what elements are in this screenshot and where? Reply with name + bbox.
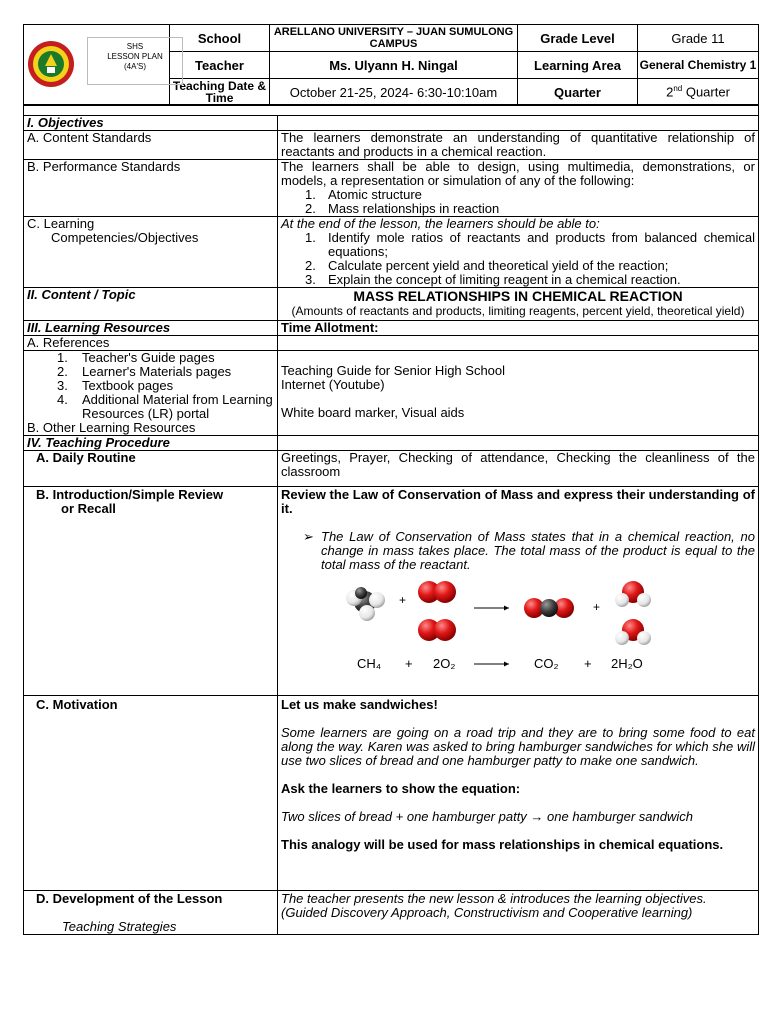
references-label: A. References xyxy=(24,336,278,351)
learning-area-label: Learning Area xyxy=(518,52,638,79)
development-label-cell xyxy=(24,891,278,935)
learning-resources-heading: III. Learning Resources xyxy=(24,321,278,336)
content-topic-cell xyxy=(278,288,759,321)
development-label: D. Development of the Lesson xyxy=(36,891,223,906)
lesson-plan-label: LESSON PLAN xyxy=(107,52,163,61)
list-item: 1. Teacher's Guide pages xyxy=(57,350,215,365)
content-standards-text: The learners demonstrate an understanding of quantitative relationship of reactants and products in a chemical reaction. xyxy=(278,131,759,160)
list-item: 2. Learner's Materials pages xyxy=(57,364,232,379)
references-values-cell xyxy=(278,351,759,436)
development-text: The teacher presents the new lesson & introduces the learning objectives. xyxy=(281,891,707,906)
other-resources-label: B. Other Learning Resources xyxy=(27,420,196,435)
oxygen-molecule-icon xyxy=(418,619,456,641)
list-item: 2. Mass relationships in reaction xyxy=(305,201,500,216)
performance-standards-cell xyxy=(278,160,759,217)
arrow-bullet-icon: ➢ xyxy=(303,529,314,544)
references-list xyxy=(27,351,274,421)
quarter-suffix: nd xyxy=(673,84,683,94)
teaching-date-value: October 21-25, 2024- 6:30-10:10am xyxy=(270,79,518,106)
list-item: 3. Textbook pages xyxy=(57,378,174,393)
motivation-cell xyxy=(278,696,759,891)
list-item-text: Textbook pages xyxy=(82,378,174,393)
grade-level-value: Grade 11 xyxy=(638,25,759,52)
law-bullet-text: The Law of Conservation of Mass states that in a chemical reaction, no change in mass takes place. The total mass of the product is equal to the total mass of the reactant. xyxy=(321,529,755,572)
list-item-text: Mass relationships in reaction xyxy=(328,201,500,216)
reference-value: White board marker, Visual aids xyxy=(281,405,465,420)
list-item-text: Additional Material from Learning xyxy=(82,392,273,407)
logo-cell xyxy=(24,25,170,106)
learning-area-value: General Chemistry 1 xyxy=(638,52,759,79)
list-item-text: Learner's Materials pages xyxy=(82,364,232,379)
shs-lesson-plan-box xyxy=(87,37,183,85)
references-blank xyxy=(278,336,759,351)
development-cell xyxy=(278,891,759,935)
learning-competencies-label xyxy=(24,217,278,288)
content-standards-label-text: A. Content Standards xyxy=(27,130,152,145)
quarter-number: 2 xyxy=(666,84,674,100)
list-item: 3. Explain the concept of limiting reagent in a chemical reaction. xyxy=(305,272,681,287)
list-item xyxy=(27,407,274,421)
references-list-cell xyxy=(24,351,278,436)
list-item: 4. Additional Material from Learning xyxy=(57,392,273,407)
teaching-procedure-heading: IV. Teaching Procedure xyxy=(24,436,278,451)
introduction-label-line2: or Recall xyxy=(61,501,116,516)
content-topic-heading: II. Content / Topic xyxy=(24,288,278,321)
water-molecule-icon xyxy=(615,619,651,645)
sandwich-equation: Two slices of bread + one hamburger patty → one hamburger sandwich xyxy=(281,809,694,824)
reference-value: Teaching Guide for Senior High School xyxy=(281,363,506,378)
quarter-label: Quarter xyxy=(518,79,638,106)
header-table xyxy=(23,24,759,106)
lesson-plan-table xyxy=(23,104,759,935)
reference-value: Internet (Youtube) xyxy=(281,377,385,392)
motivation-story: Some learners are going on a road trip and they are to bring some food to eat along the way. Karen was asked to bring hamburger sandwiches for which she will use two slices of bread and one hamburger patty to make one sandwich. xyxy=(281,725,755,768)
list-item-text: Atomic structure xyxy=(328,187,422,202)
performance-standards-text: The learners shall be able to design, using multimedia, demonstrations, or models, a representation or simulation of any of the following: xyxy=(281,159,755,188)
equation-term: + xyxy=(584,656,592,671)
list-item-text: Resources (LR) portal xyxy=(82,406,210,421)
lesson-plan-type: (4A'S) xyxy=(124,62,146,71)
motivation-label: C. Motivation xyxy=(24,696,278,891)
introduction-cell xyxy=(278,487,759,696)
learning-competencies-cell xyxy=(278,217,759,288)
shs-label: SHS xyxy=(126,42,144,51)
topic-title: MASS RELATIONSHIPS IN CHEMICAL REACTION xyxy=(353,288,683,304)
performance-standards-label-text: B. Performance Standards xyxy=(27,159,181,174)
objectives-heading-blank xyxy=(278,116,759,131)
list-item: 2. Calculate percent yield and theoretical yield of the reaction; xyxy=(305,258,669,273)
list-item-text: Identify mole ratios of reactants and products from balanced chemical equations; xyxy=(328,230,755,259)
university-seal-icon xyxy=(27,40,75,88)
list-item-text: Teacher's Guide pages xyxy=(82,350,215,365)
introduction-prompt: Review the Law of Conservation of Mass and express their understanding of it. xyxy=(281,487,755,516)
daily-routine-label: A. Daily Routine xyxy=(24,451,278,487)
introduction-label-line1: B. Introduction/Simple Review xyxy=(36,487,224,502)
list-item: 1. Atomic structure xyxy=(305,187,422,202)
motivation-title: Let us make sandwiches! xyxy=(281,697,438,712)
spacer-row xyxy=(24,105,759,116)
competencies-label-line1: C. Learning xyxy=(27,216,95,231)
law-bullet xyxy=(281,530,755,572)
competencies-list xyxy=(281,231,755,287)
svg-text:+: + xyxy=(593,600,601,614)
school-value: ARELLANO UNIVERSITY – JUAN SUMULONG CAMPUS xyxy=(270,25,518,52)
performance-list xyxy=(281,188,755,216)
time-allotment-label: Time Allotment: xyxy=(278,321,759,336)
daily-routine-text: Greetings, Prayer, Checking of attendance, Checking the cleanliness of the classroom xyxy=(278,451,759,487)
teacher-label: Teacher xyxy=(170,52,270,79)
competencies-label-line2: Competencies/Objectives xyxy=(51,230,199,245)
topic-subtitle: (Amounts of reactants and products, limiting reagents, percent yield, theoretical yield) xyxy=(291,304,745,318)
quarter-value xyxy=(638,79,759,106)
methane-molecule-icon xyxy=(346,587,385,621)
analogy-note: This analogy will be used for mass relationships in chemical equations. xyxy=(281,837,724,852)
quarter-word: Quarter xyxy=(682,84,730,100)
teacher-value: Ms. Ulyann H. Ningal xyxy=(270,52,518,79)
strategies-text: (Guided Discovery Approach, Constructivism and Cooperative learning) xyxy=(281,905,693,920)
equation-term: 2O₂ xyxy=(433,656,456,671)
methane-combustion-equation xyxy=(341,578,671,674)
water-molecule-icon xyxy=(615,581,651,607)
school-label: School xyxy=(170,25,270,52)
performance-standards-label xyxy=(24,160,278,217)
list-item-text: Calculate percent yield and theoretical yield of the reaction; xyxy=(328,258,669,273)
competencies-intro: At the end of the lesson, the learners should be able to: xyxy=(281,216,600,231)
content-standards-label xyxy=(24,131,278,160)
list-item-text: Explain the concept of limiting reagent in a chemical reaction. xyxy=(328,272,681,287)
carbon-dioxide-molecule-icon xyxy=(524,598,574,618)
motivation-prompt: Ask the learners to show the equation: xyxy=(281,781,521,796)
equation-term: + xyxy=(405,656,413,671)
oxygen-molecule-icon xyxy=(418,581,456,603)
equation-term: CH₄ xyxy=(357,656,382,671)
equation-term: CO₂ xyxy=(534,656,559,671)
list-item: 1. Identify mole ratios of reactants and products from balanced chemical equations; xyxy=(305,230,755,259)
teaching-date-label: Teaching Date & Time xyxy=(170,79,270,106)
teaching-procedure-blank xyxy=(278,436,759,451)
grade-level-label: Grade Level xyxy=(518,25,638,52)
svg-text:+: + xyxy=(399,593,407,607)
introduction-label xyxy=(24,487,278,696)
teaching-strategies-label: Teaching Strategies xyxy=(62,919,177,934)
equation-term: 2H₂O xyxy=(611,656,643,671)
objectives-heading: I. Objectives xyxy=(24,116,278,131)
